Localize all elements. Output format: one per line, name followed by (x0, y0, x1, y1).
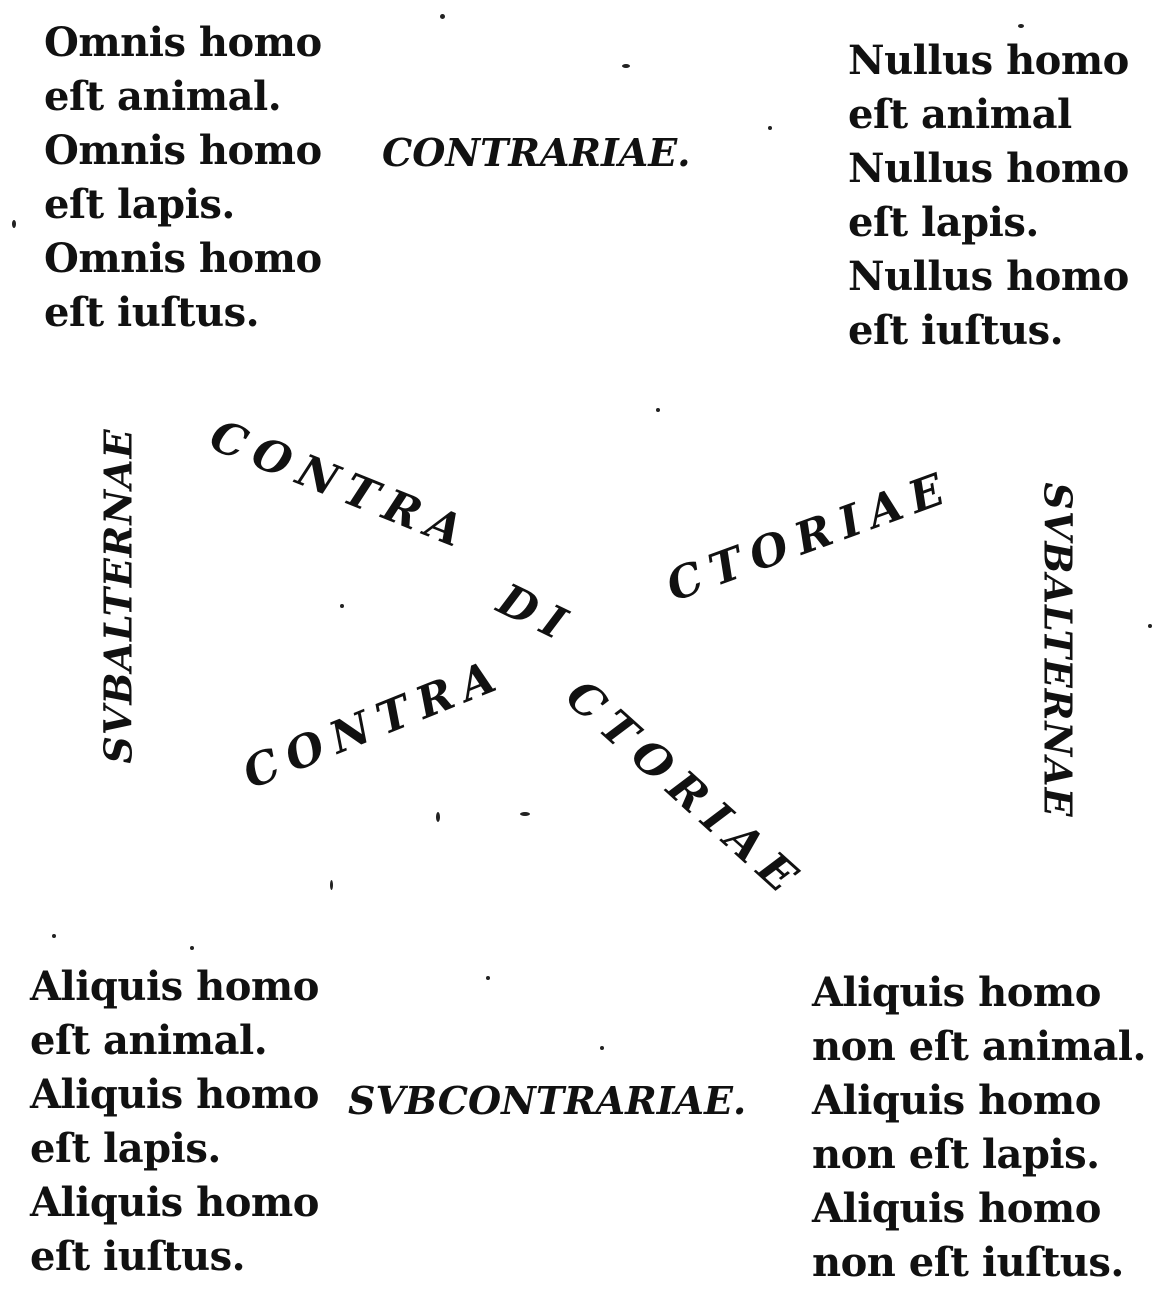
proposition-line: eſt iuſtus. (848, 307, 1064, 354)
ink-speck (656, 408, 660, 412)
proposition-line: Omnis homo (44, 127, 322, 174)
label-subcontrariae: SVBCONTRARIAE. (348, 1078, 747, 1123)
ink-speck (340, 604, 344, 608)
proposition-line: Nullus homo (848, 145, 1129, 192)
proposition-line: Aliquis homo (30, 1071, 319, 1118)
proposition-block-particular-negative (812, 966, 1146, 1290)
label-contradictoriae-descending-part3: CTORIAE (555, 670, 814, 910)
proposition-line: eſt animal. (44, 73, 282, 120)
proposition-line: Aliquis homo (812, 1185, 1101, 1232)
proposition-block-universal-affirmative (44, 16, 322, 340)
proposition-line: Aliquis homo (812, 1077, 1101, 1124)
proposition-line: eſt iuſtus. (30, 1233, 246, 1280)
proposition-line: Aliquis homo (30, 1179, 319, 1226)
ink-speck (622, 64, 630, 68)
label-contradictoriae-descending-part1: CONTRA (202, 410, 479, 562)
proposition-line: Aliquis homo (30, 963, 319, 1010)
proposition-line: non eſt iuſtus. (812, 1239, 1124, 1286)
ink-speck (52, 934, 56, 938)
ink-speck (12, 220, 16, 228)
proposition-line: eſt animal (848, 91, 1072, 138)
ink-speck (330, 880, 333, 890)
ink-speck (440, 14, 445, 19)
proposition-line: eſt lapis. (44, 181, 235, 228)
proposition-line: Nullus homo (848, 37, 1129, 84)
proposition-line: Omnis homo (44, 19, 322, 66)
ink-speck (1018, 24, 1024, 28)
proposition-line: non eſt lapis. (812, 1131, 1100, 1178)
proposition-line: Nullus homo (848, 253, 1129, 300)
proposition-line: eſt lapis. (30, 1125, 221, 1172)
label-contradictoriae-ascending-part1: CONTRA (236, 648, 512, 800)
proposition-line: Aliquis homo (812, 969, 1101, 1016)
proposition-block-particular-affirmative (30, 960, 319, 1284)
ink-speck (436, 812, 440, 822)
ink-speck (520, 812, 530, 816)
proposition-line: Omnis homo (44, 235, 322, 282)
label-subalternae-right: SVBALTERNAE (1035, 482, 1081, 818)
label-contradictoriae-descending-part2: DI (489, 574, 583, 655)
ink-speck (486, 976, 490, 980)
label-contradictoriae-ascending-part2: CTORIAE (660, 461, 961, 612)
ink-speck (600, 1046, 604, 1050)
ink-speck (768, 126, 772, 130)
ink-speck (190, 946, 194, 950)
proposition-block-universal-negative (848, 34, 1129, 358)
proposition-line: non eſt animal. (812, 1023, 1146, 1070)
proposition-line: eſt iuſtus. (44, 289, 260, 336)
proposition-line: eſt lapis. (848, 199, 1039, 246)
label-contrariae: CONTRARIAE. (382, 130, 691, 175)
proposition-line: eſt animal. (30, 1017, 268, 1064)
ink-speck (1148, 624, 1152, 628)
label-subalternae-left: SVBALTERNAE (95, 428, 141, 764)
